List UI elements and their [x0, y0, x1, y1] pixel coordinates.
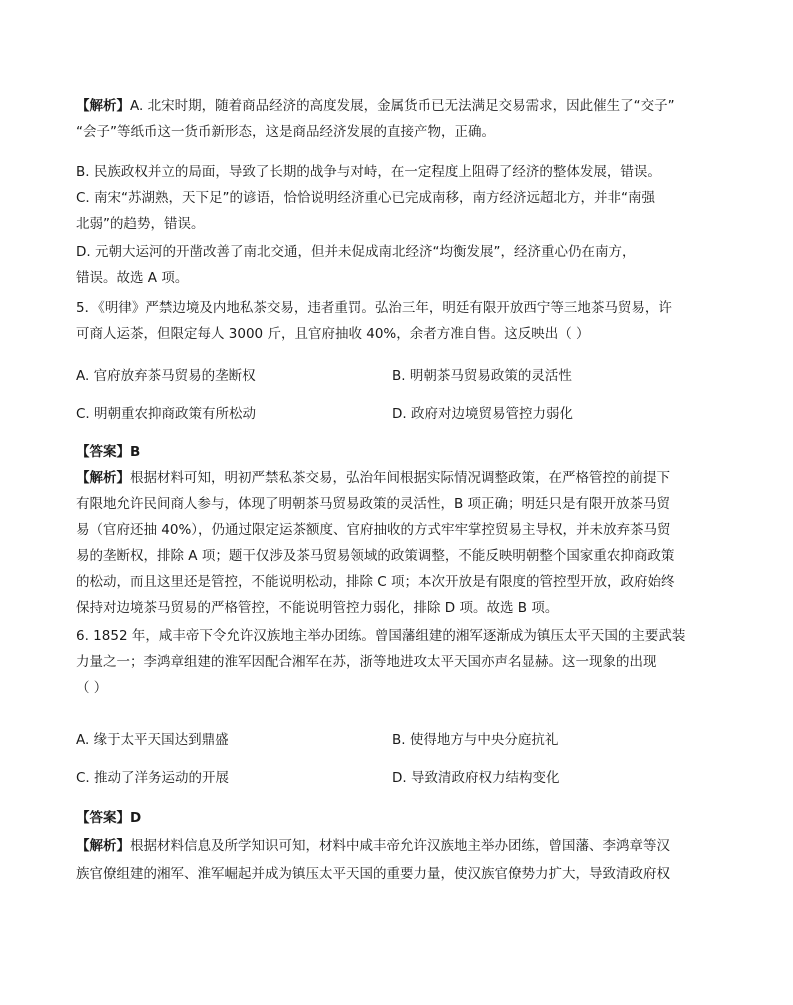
q5-analysis-line-5: 的松动，而且这里还是管控，不能说明松动，排除 C 项；本次开放是有限度的管控型开放，政府始终	[76, 574, 675, 590]
q4-analysis-line-1	[76, 96, 675, 116]
q6-stem-line-2: 力量之一；李鸿章组建的淮军因配合湘军在苏，浙等地进攻太平天国亦声名显赫。这一现象的出现	[76, 654, 657, 670]
analysis-text: 根据材料信息及所学知识可知，材料中咸丰帝允许汉族地主举办团练，曾国藩、李鸿章等汉	[130, 838, 670, 854]
q6-stem-line-3: （ ）	[76, 680, 108, 696]
q6-option-c: C. 推动了洋务运动的开展	[76, 770, 230, 786]
q5-analysis-line-6: 保持对边境茶马贸易的严格管控，不能说明管控力弱化，排除 D 项。故选 B 项。	[76, 600, 559, 616]
q5-option-d: D. 政府对边境贸易管控力弱化	[392, 406, 573, 422]
q5-stem-line-1: 5．《明律》严禁边境及内地私茶交易，违者重罚。弘治三年，明廷有限开放西宁等三地茶马贸易，许	[76, 300, 672, 316]
q5-analysis-line-3: 易（官府还抽 40%），仍通过限定运茶额度、官府抽收的方式牢牢掌控贸易主导权，并未放弃茶马贸	[76, 522, 671, 538]
analysis-label: 【解析】	[76, 838, 130, 854]
q5-option-b: B. 明朝茶马贸易政策的灵活性	[392, 368, 572, 384]
q6-option-b: B. 使得地方与中央分庭抗礼	[392, 732, 559, 748]
q4-analysis-option-b: B. 民族政权并立的局面，导致了长期的战争与对峙，在一定程度上阻碍了经济的整体发展，错误。	[76, 164, 661, 180]
q4-analysis-option-c-1: C. 南宋“苏湖熟，天下足”的谚语，恰恰说明经济重心已完成南移，南方经济远超北方，并非“南强	[76, 190, 655, 206]
answer-label: 【答案】	[76, 444, 130, 460]
q6-option-a: A. 缘于太平天国达到鼎盛	[76, 732, 229, 748]
q6-option-d: D. 导致清政府权力结构变化	[392, 770, 560, 786]
q6-analysis-line-2: 族官僚组建的湘军、淮军崛起并成为镇压太平天国的重要力量，使汉族官僚势力扩大，导致清政府权	[76, 866, 670, 882]
q6-analysis-line-1	[76, 836, 670, 856]
q5-analysis-line-4: 易的垄断权，排除 A 项；题干仅涉及茶马贸易领域的政策调整，不能反映明朝整个国家重农抑商政策	[76, 548, 675, 564]
analysis-label: 【解析】	[76, 98, 130, 114]
analysis-text: A. 北宋时期，随着商品经济的高度发展，金属货币已无法满足交易需求，因此催生了“交子”	[130, 98, 675, 114]
analysis-label: 【解析】	[76, 470, 130, 486]
answer-value: D	[130, 810, 142, 826]
analysis-text: 根据材料可知，明初严禁私茶交易，弘治年间根据实际情况调整政策，在严格管控的前提下	[130, 470, 670, 486]
q6-answer	[76, 808, 141, 828]
q5-analysis-line-2: 有限地允许民间商人参与，体现了明朝茶马贸易政策的灵活性，B 项正确；明廷只是有限开放茶马贸	[76, 496, 671, 512]
q5-option-a: A. 官府放弃茶马贸易的垄断权	[76, 368, 256, 384]
answer-label: 【答案】	[76, 810, 130, 826]
q4-analysis-line-2: “会子”等纸币这一货币新形态，这是商品经济发展的直接产物，正确。	[76, 124, 495, 140]
q5-analysis-line-1	[76, 468, 670, 488]
q5-stem-line-2: 可商人运茶，但限定每人 3000 斤，且官府抽收 40%，余者方准自售。这反映出（ ）	[76, 326, 590, 342]
q5-option-c: C. 明朝重农抑商政策有所松动	[76, 406, 257, 422]
q5-answer	[76, 442, 140, 462]
q4-analysis-option-c-2: 北弱”的趋势，错误。	[76, 216, 205, 232]
q4-analysis-option-d-1: D. 元朝大运河的开凿改善了南北交通，但并未促成南北经济“均衡发展”，经济重心仍在南方，	[76, 244, 636, 260]
answer-value: B	[130, 444, 141, 460]
q4-analysis-option-d-2: 错误。故选 A 项。	[76, 270, 189, 286]
q6-stem-line-1: 6. 1852 年，咸丰帝下令允许汉族地主举办团练。曾国藩组建的湘军逐渐成为镇压太平天国的主要武装	[76, 628, 686, 644]
